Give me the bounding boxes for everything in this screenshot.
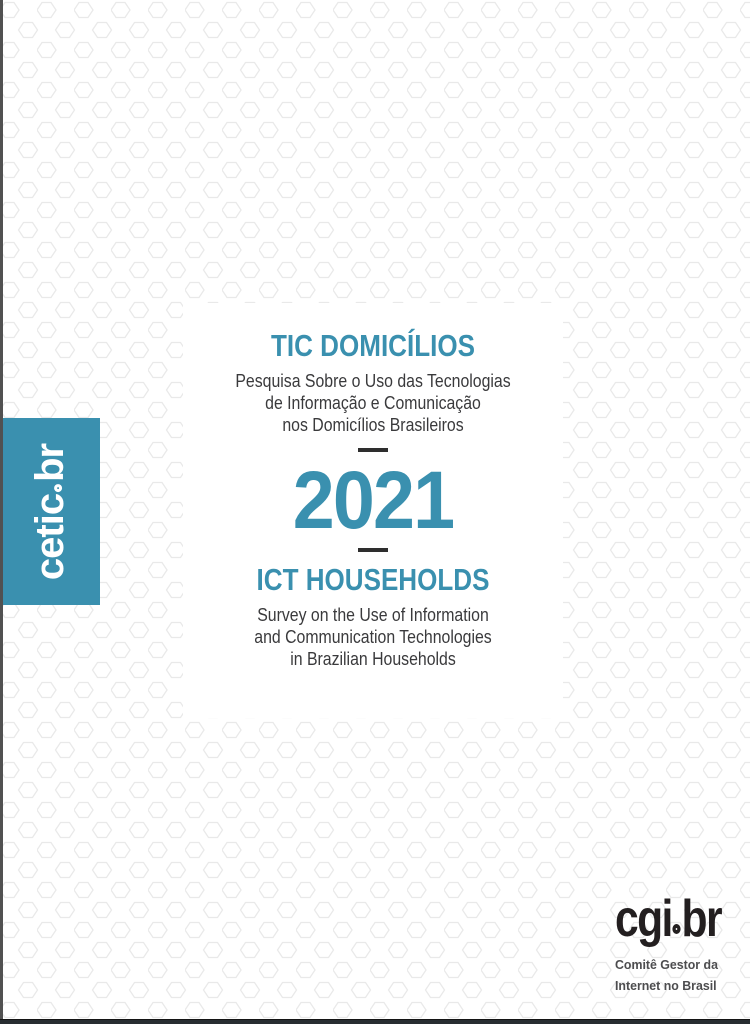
cgi-caption-line-2: Internet no Brasil (615, 978, 717, 994)
subtitle-en-line-1: Survey on the Use of Information (257, 605, 489, 626)
cetic-logo-band (0, 418, 100, 605)
title-english: ICT HOUSEHOLDS (256, 562, 490, 598)
subtitle-pt-line-1: Pesquisa Sobre o Uso das Tecnologias (235, 371, 511, 392)
subtitle-english (183, 604, 563, 670)
subtitle-pt-line-3: nos Domicílios Brasileiros (282, 415, 464, 436)
cgi-logo (615, 890, 721, 948)
page-left-edge (0, 0, 3, 1024)
subtitle-pt-line-2: de Informação e Comunicação (265, 393, 481, 414)
cetic-logo-suffix: br (28, 443, 73, 482)
edition-year: 2021 (292, 455, 454, 547)
cgi-logo-block (615, 890, 744, 997)
cgi-logo-suffix: br (681, 890, 721, 948)
title-portuguese: TIC DOMICÍLIOS (271, 328, 475, 363)
subtitle-portuguese (183, 370, 563, 436)
cgi-caption-line-1: Comitê Gestor da (615, 957, 718, 972)
ring-period-icon (54, 483, 62, 491)
separator-dash-top (358, 448, 388, 452)
separator-dash-bottom (358, 548, 388, 552)
cgi-caption (615, 954, 738, 997)
cetic-logo-text: cetic (28, 493, 73, 580)
cgi-logo-text: cgi (615, 890, 672, 948)
title-panel (183, 303, 563, 718)
ring-period-icon (673, 924, 681, 934)
cetic-logo (28, 443, 73, 580)
subtitle-en-line-2: and Communication Technologies (254, 627, 492, 648)
subtitle-en-line-3: in Brazilian Households (290, 649, 456, 670)
page-bottom-edge (0, 1019, 750, 1024)
